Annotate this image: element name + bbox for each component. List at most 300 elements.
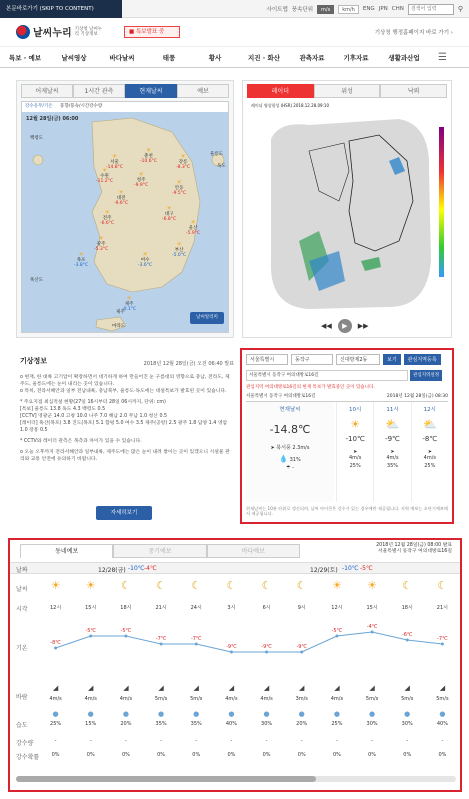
forecast-humidity: 35% (190, 721, 202, 727)
info-paragraph: [특보] 울릉도 13.8 독도 4.3 백령도 0.5 (20, 407, 106, 412)
temp-label: -4℃ (366, 624, 378, 630)
nav-yellowdust[interactable]: 황사 (208, 53, 222, 62)
date-row-label: 날짜 (16, 567, 28, 574)
forecast-rain: - (89, 738, 92, 744)
register-area-button[interactable]: 관심지역등록 (404, 354, 441, 365)
forecast-humidity: 15% (85, 721, 97, 727)
day2-min: -10℃ (342, 565, 359, 572)
nav-forecast[interactable]: 특보 · 예보 (8, 53, 42, 62)
city-name: 서울 (110, 160, 119, 165)
forecast-rain: - (265, 738, 268, 744)
forecast-column (214, 574, 249, 774)
forecast-time: 6시 (262, 605, 271, 611)
humidity-drop-icon: ● (439, 710, 446, 718)
forecast-place: 서울특별시 동작구 여의대방로16길 (377, 549, 452, 554)
humidity-drop-icon: ● (87, 710, 94, 718)
humidity-drop-icon: ● (158, 710, 165, 718)
city-temp: -5.9°C (186, 231, 201, 236)
current-rain (246, 465, 334, 471)
day1-min: -10℃ (128, 565, 145, 572)
forecast-rain: - (371, 738, 373, 744)
forecast-rain: - (160, 738, 162, 744)
city-name: 부산 (174, 248, 184, 253)
tab-hourly-obs[interactable]: 1시간 관측 (73, 84, 125, 98)
temp-row-label: 기온 (16, 645, 28, 652)
dokdo-name: 독도 (217, 164, 226, 169)
city-temp: -9.6°C (114, 201, 129, 206)
label-dokdo (217, 164, 226, 169)
forecast-humidity: 20% (296, 721, 308, 727)
hour-column (411, 402, 448, 502)
sun-icon: ☀ (350, 418, 361, 431)
day2-date: 12/29(토) (310, 567, 338, 574)
play-icon[interactable]: ▶ (338, 319, 352, 333)
forecast-humidity: 30% (401, 721, 413, 727)
sun-icon: ☀ (98, 235, 104, 242)
sun-icon: ☀ (367, 579, 378, 592)
city-name: 목포 (76, 258, 86, 263)
current-humidity-text: 31% (289, 457, 301, 463)
lang-chn-link[interactable]: CHN (391, 6, 404, 12)
moon-icon: ☾ (120, 579, 131, 592)
view-button[interactable]: 보기 (383, 354, 401, 365)
temp-point (335, 635, 338, 638)
forecast-pop: 0% (51, 752, 60, 758)
city-name: 여수 (140, 258, 150, 263)
forecast-pop: 0% (192, 752, 201, 758)
tab-satellite[interactable]: 위성 (314, 84, 381, 98)
temp-label: -9℃ (296, 644, 308, 650)
temp-point (160, 643, 163, 646)
umbrella-icon: ☂ (286, 465, 291, 471)
forecast-pop: 0% (121, 752, 130, 758)
tab-dong-forecast[interactable]: 동네예보 (20, 544, 113, 558)
forecast-column (144, 574, 179, 774)
humidity-drop-icon: ● (298, 710, 305, 718)
forecast-wind: 5m/s (365, 696, 379, 702)
hour-label: 12시 (423, 407, 436, 413)
skip-to-content-link[interactable]: 본문바로가기 (SKIP TO CONTENT) (0, 0, 122, 18)
forecast-column (179, 574, 214, 774)
temp-label: -7℃ (190, 636, 202, 642)
forecast-time: 24시 (190, 605, 202, 611)
forecast-pop: 0% (86, 752, 95, 758)
temp-line-chart (38, 620, 460, 660)
forecast-humidity: 25% (331, 721, 343, 727)
location-field[interactable]: 서울특별시 동작구 여의대방로16길 (246, 370, 408, 381)
menu-icon[interactable]: ☰ (438, 51, 447, 63)
city-name: 울산 (188, 226, 198, 231)
forecast-rain: - (230, 738, 233, 744)
forecast-wind: 5m/s (154, 696, 168, 702)
forecast-humidity: 30% (261, 721, 273, 727)
forecast-meta (376, 543, 452, 555)
nav-typhoon[interactable]: 태풍 (162, 53, 176, 62)
tab-marine-forecast[interactable]: 바다예보 (207, 544, 300, 558)
moon-icon: ☾ (261, 579, 272, 592)
moon-icon: ☾ (296, 579, 307, 592)
humidity-drop-icon: ● (193, 710, 200, 718)
warning-badge-icon: ■ (129, 29, 136, 35)
temp-label: -7℃ (155, 636, 167, 642)
main-nav (0, 46, 469, 68)
city-temp: -6.6°C (100, 221, 115, 226)
subtab-wind[interactable]: 풍향/풍속/시간강수량 (60, 104, 103, 109)
forecast-time: 9시 (297, 605, 306, 611)
temp-label: -9℃ (261, 644, 272, 650)
forecast-pop: 0% (262, 752, 271, 758)
info-datetime: 2018년 12월 28일(금) 오전 06:40 발표 (143, 361, 234, 367)
sun-icon: ☀ (118, 189, 124, 196)
city-temp: -14.8°C (106, 165, 124, 170)
sun-icon: ☀ (50, 579, 61, 592)
sun-icon: ☀ (145, 147, 152, 154)
temp-point (89, 635, 92, 638)
local-weather-highlight (240, 348, 454, 524)
forecast-rain: - (336, 738, 338, 744)
wind-arrow-icon: ◢ (52, 684, 59, 692)
current-wind (246, 444, 334, 451)
temp-point (124, 635, 127, 638)
city-marker (100, 210, 114, 226)
unit-ms-button[interactable]: m/s (317, 5, 334, 14)
city-marker (114, 190, 128, 206)
ulleung-name: 울릉도 (210, 152, 224, 157)
sun-cloud-icon: ⛅ (422, 418, 437, 431)
forecast-wind: 4m/s (84, 696, 97, 702)
moon-icon: ☾ (156, 579, 167, 592)
forecast-humidity: 35% (155, 721, 167, 727)
forecast-pop: 0% (403, 752, 412, 758)
temp-point (406, 639, 409, 642)
hour-wind: 4m/s (386, 455, 399, 461)
sun-icon: ☀ (85, 579, 96, 592)
wind-arrow-icon: ◢ (404, 684, 410, 692)
weather-alert-button[interactable]: 날씨알리미 (190, 312, 224, 324)
utility-right (267, 3, 463, 15)
current-weather-map-panel (16, 80, 234, 338)
sun-icon: ☀ (104, 209, 110, 216)
forecast-column (355, 574, 390, 774)
fast-forward-icon[interactable]: ▶▶ (357, 322, 369, 330)
hour-column (373, 402, 410, 502)
admin-site-link[interactable] (375, 28, 453, 36)
forecast-time: 21시 (155, 605, 167, 611)
wind-arrow-icon: ◢ (334, 684, 340, 692)
city-name: 안동 (174, 186, 184, 191)
nav-video[interactable]: 날씨영상 (61, 53, 87, 62)
temp-point (441, 643, 444, 646)
current-rain-text: - (292, 465, 294, 471)
city-name: 전주 (102, 216, 112, 221)
sun-icon: ☀ (142, 251, 148, 258)
marado-name: 마라도 (112, 324, 126, 329)
obs-note: 현재날씨는 10분 단위로 갱신되며, 날씨 아이콘은 강수가 있는 경우에만 제공됩니다. 지역 예보는 초단기예보에서 제공됩니다. (246, 506, 448, 516)
temp-label: -5℃ (331, 628, 343, 634)
wind-arrow-icon: ◢ (228, 684, 235, 692)
radar-title: 레이더 영상합성 (HSR) 2018.12.28.09:10 (251, 103, 330, 108)
sun-icon: ☀ (126, 295, 132, 302)
lang-eng-link[interactable]: ENG (362, 6, 375, 12)
day1-max: -4℃ (144, 565, 157, 572)
info-paragraph: * 주요지점 최심적설 현황(27일 16시부터 28일 06시까지, 단위: cm) (20, 400, 166, 405)
temp-label: -8℃ (50, 640, 61, 646)
select-dong[interactable]: 신대방제2동 (336, 354, 380, 365)
nav-climate[interactable]: 기후자료 (343, 53, 369, 62)
forecast-humidity: 40% (436, 721, 448, 727)
forecast-time: 12시 (331, 605, 343, 611)
horizontal-scrollbar[interactable] (16, 776, 456, 782)
forecast-column (390, 574, 425, 774)
humidity-drop-icon: ● (263, 710, 270, 718)
forecast-pop: 0% (157, 752, 166, 758)
city-temp: -9.5°C (172, 191, 187, 196)
current-humidity (246, 455, 334, 463)
sun-icon: ☀ (176, 179, 182, 186)
dong-forecast-highlight (8, 538, 462, 792)
info-paragraph: o 오늘 오후까지 전라서해안과 일부내륙, 제주도에는 많은 눈이 내려 쌓이는 곳이 있겠으니 시설물 관리와 교통 안전에 유의하기 바랍니다. (20, 450, 230, 462)
utility-bar (0, 0, 469, 18)
forecast-time: 18시 (120, 605, 132, 611)
map-subtabs (22, 102, 229, 112)
hour-temp: -10℃ (345, 435, 365, 443)
nav-marine[interactable]: 바다날씨 (109, 53, 135, 62)
humidity-drop-icon: ● (333, 710, 340, 718)
forecast-pop: 0% (297, 752, 306, 758)
forecast-column (319, 574, 354, 774)
select-district[interactable]: 동작구 (291, 354, 333, 365)
site-logo[interactable] (16, 24, 105, 39)
forecast-wind: 5m/s (401, 696, 414, 702)
tab-mid-forecast[interactable]: 중기예보 (113, 544, 206, 558)
nav-observation[interactable]: 관측자료 (299, 53, 325, 62)
lang-jpn-link[interactable]: JPN (378, 6, 388, 12)
hour-column (336, 402, 373, 502)
humidity-row-label: 습도 (16, 722, 28, 729)
sun-cloud-icon: ⛅ (385, 418, 400, 431)
hour-pop: 25% (424, 463, 436, 469)
forecast-rain: - (195, 738, 198, 744)
subtab-rain-temp[interactable]: 강수유무/기온 (25, 104, 53, 109)
unit-kmh-button[interactable]: km/h (338, 5, 359, 14)
city-marker (172, 242, 186, 258)
sun-icon: ☀ (176, 241, 182, 248)
wind-arrow-icon: ◢ (88, 684, 94, 692)
sun-icon: ☀ (331, 579, 342, 592)
humidity-drop-icon: ● (52, 710, 59, 718)
forecast-column (38, 574, 73, 774)
sun-icon: ☀ (190, 219, 196, 226)
area-warning-text: 관심지역 여의대방로16길의 현재 특보가 발효중인 곳이 있습니다. (246, 385, 375, 390)
obs-location: 서울특별시 동작구 여의대방로16길 (246, 394, 316, 399)
radar-svg (249, 111, 447, 313)
humidity-drop-icon: ● (122, 710, 129, 718)
city-marker (138, 252, 152, 268)
forecast-time: 21시 (436, 605, 448, 611)
forecast-grid (38, 574, 460, 774)
forecast-column (108, 574, 143, 774)
sun-icon: ☀ (166, 205, 172, 212)
city-temp: -3.8°C (74, 263, 89, 268)
city-name: 광주 (96, 242, 106, 247)
label-ulleung (210, 152, 223, 157)
sun-icon: ☀ (138, 171, 144, 178)
tab-lightning[interactable]: 낙뢰 (380, 84, 447, 98)
info-paragraph: * CCTV와 레이더 관측은 목측과 차이가 있을 수 있습니다. (20, 439, 142, 444)
forecast-wind: 4m/s (260, 696, 273, 702)
forecast-wind: 5m/s (190, 696, 203, 702)
temp-point (195, 643, 198, 646)
city-marker (94, 236, 108, 252)
temp-label: -7℃ (437, 636, 448, 642)
city-name: 제주 (124, 302, 134, 307)
obs-time: 2018년 12월 28일(금) 08:30 (386, 394, 448, 399)
sitemap-link[interactable]: 사이트맵 (266, 7, 288, 13)
forecast-rain: - (54, 738, 57, 744)
forecast-wind: 4m/s (225, 696, 238, 702)
forecast-humidity: 25% (50, 721, 62, 727)
city-marker (172, 180, 186, 196)
forecast-rain: - (125, 738, 127, 744)
chevron-right-icon: › (450, 30, 453, 36)
logo-text: 날씨누리 (33, 28, 72, 39)
forecast-time: 3시 (227, 605, 236, 611)
humidity-drop-icon: ● (404, 710, 411, 718)
moon-icon: ☾ (402, 579, 413, 592)
info-paragraph: o 현재, 한 대륙 고기압이 확장하면서 대기하게 하여 만들어진 눈 구름대의 영향으로 충남, 전라도, 제주도, 울릉도에는 눈이 내리는 곳이 있습니다. (20, 375, 230, 387)
city-marker (134, 172, 148, 188)
forecast-humidity: 30% (366, 721, 378, 727)
city-temp: -6.8°C (162, 217, 177, 222)
area-settings-button[interactable]: 관심지역설정 (410, 370, 442, 381)
forecast-pop: 0% (438, 752, 447, 758)
wind-arrow-icon: ◢ (263, 684, 270, 692)
moon-icon: ☾ (226, 579, 237, 592)
wind-row-label: 바람 (16, 694, 28, 701)
city-temp: -0.1°C (122, 307, 137, 312)
heuksan-name: 흑산도 (30, 278, 44, 283)
radar-tabs (247, 84, 447, 98)
city-marker (74, 252, 88, 268)
special-warning-badge[interactable] (124, 26, 180, 38)
city-temp: -9.9°C (134, 183, 149, 188)
temp-label: -6℃ (401, 632, 413, 638)
rewind-icon[interactable]: ◀◀ (321, 322, 332, 330)
hour-label: 10시 (349, 407, 362, 413)
wind-unit-label: 풍속단위 (291, 7, 314, 13)
select-province[interactable]: 서울특별시 (246, 354, 288, 365)
radar-controls (321, 319, 369, 333)
map-tabs (21, 84, 229, 98)
date-row (10, 562, 460, 574)
tab-current[interactable]: 현재날씨 (125, 84, 177, 98)
city-name: 수원 (100, 174, 109, 179)
info-paragraph: [레이더] 흑산(목포) 3.8 진도(목포) 5.1 함평 5.0 여수 3.5 제주(공항) 2.5 광주 1.8 담양 1.4 영암 1.0 장흥 0.5 (20, 421, 228, 433)
moon-icon: ☾ (437, 579, 448, 592)
forecast-column (284, 574, 319, 774)
weather-info-panel (16, 352, 234, 528)
wind-arrow-icon: ➤ (390, 449, 395, 455)
city-name: 춘천 (144, 154, 153, 159)
logo-subtext: 기상청 날씨누리 기상정보 (74, 26, 103, 37)
more-info-button[interactable]: 자세히보기 (96, 506, 152, 520)
wind-arrow-icon: ◢ (439, 684, 446, 692)
scrollbar-thumb[interactable] (16, 776, 316, 782)
wind-arrow-icon: ➤ (427, 449, 432, 455)
city-temp: -10.6°C (140, 159, 158, 164)
wind-arrow-icon: ◢ (299, 684, 305, 692)
sun-icon: ☀ (111, 153, 118, 160)
nav-earthquake[interactable]: 지진 · 화산 (247, 53, 281, 62)
wind-arrow-icon: ◢ (158, 684, 164, 692)
forecast-wind: 4m/s (330, 696, 344, 702)
tab-forecast[interactable]: 예보 (177, 84, 229, 98)
hour-temp: -9℃ (385, 435, 400, 443)
forecast-pop: 0% (227, 752, 236, 758)
forecast-humidity: 40% (225, 721, 237, 727)
city-marker (186, 220, 200, 236)
tab-yesterday[interactable]: 어제날씨 (21, 84, 73, 98)
nav-industry[interactable]: 생활과산업 (388, 53, 420, 62)
city-name: 대전 (116, 196, 126, 201)
jeju-island-name: 제주 (116, 310, 125, 315)
forecast-pop: 0% (368, 752, 377, 758)
wind-arrow-icon: ➤ (270, 445, 277, 451)
forecast-time: 15시 (366, 605, 378, 611)
wind-arrow-icon: ➤ (353, 449, 358, 455)
city-marker (176, 154, 190, 170)
weather-row-label: 날씨 (16, 586, 28, 593)
forecast-column (425, 574, 460, 774)
info-title-text: 기상정보 (20, 357, 48, 365)
day1-date: 12/28(금) (98, 567, 126, 574)
forecast-issued: 2018년 12월 28일(금) 08:00 발표 (376, 543, 452, 548)
moon-icon: ☾ (191, 579, 202, 592)
hour-pop: 35% (386, 463, 399, 469)
forecast-column (249, 574, 284, 774)
forecast-wind: 4m/s (119, 696, 133, 702)
city-temp: -8.3°C (176, 165, 191, 170)
city-name: 청주 (136, 178, 146, 183)
tab-radar[interactable]: 레이더 (247, 84, 314, 98)
info-body (20, 374, 230, 500)
forecast-humidity: 20% (120, 721, 132, 727)
city-name: 강릉 (178, 160, 188, 165)
radar-panel (242, 80, 452, 338)
forecast-rain: - (441, 738, 444, 744)
temp-point (230, 651, 233, 654)
site-header (0, 18, 469, 42)
wind-arrow-icon: ◢ (193, 684, 199, 692)
wind-arrow-icon: ◢ (123, 684, 129, 692)
forecast-wind: 5m/s (436, 696, 449, 702)
sun-icon: ☀ (101, 167, 108, 174)
city-name: 대구 (164, 212, 174, 217)
admin-site-link-label: 기상청 행정홈페이지 바로 가기 (374, 30, 450, 36)
search-input[interactable] (408, 4, 454, 15)
forecast-wind: 4m/s (49, 696, 62, 702)
temp-label: -5℃ (85, 628, 97, 634)
baengnyeong-name: 백령도 (30, 136, 44, 141)
sun-icon: ☀ (180, 153, 186, 160)
info-paragraph: [CCTV] 영광군 14.0 고창 10.0 나주 7.0 해남 2.0 무남 1.0 청산 0.5 (20, 414, 168, 419)
city-temp: -5.3°C (94, 247, 109, 252)
temp-point (265, 651, 268, 654)
search-icon[interactable]: ⚲ (457, 5, 463, 13)
time-row-label: 시각 (16, 606, 28, 613)
hourly-forecast (336, 402, 448, 502)
hour-temp: -8℃ (422, 435, 438, 443)
